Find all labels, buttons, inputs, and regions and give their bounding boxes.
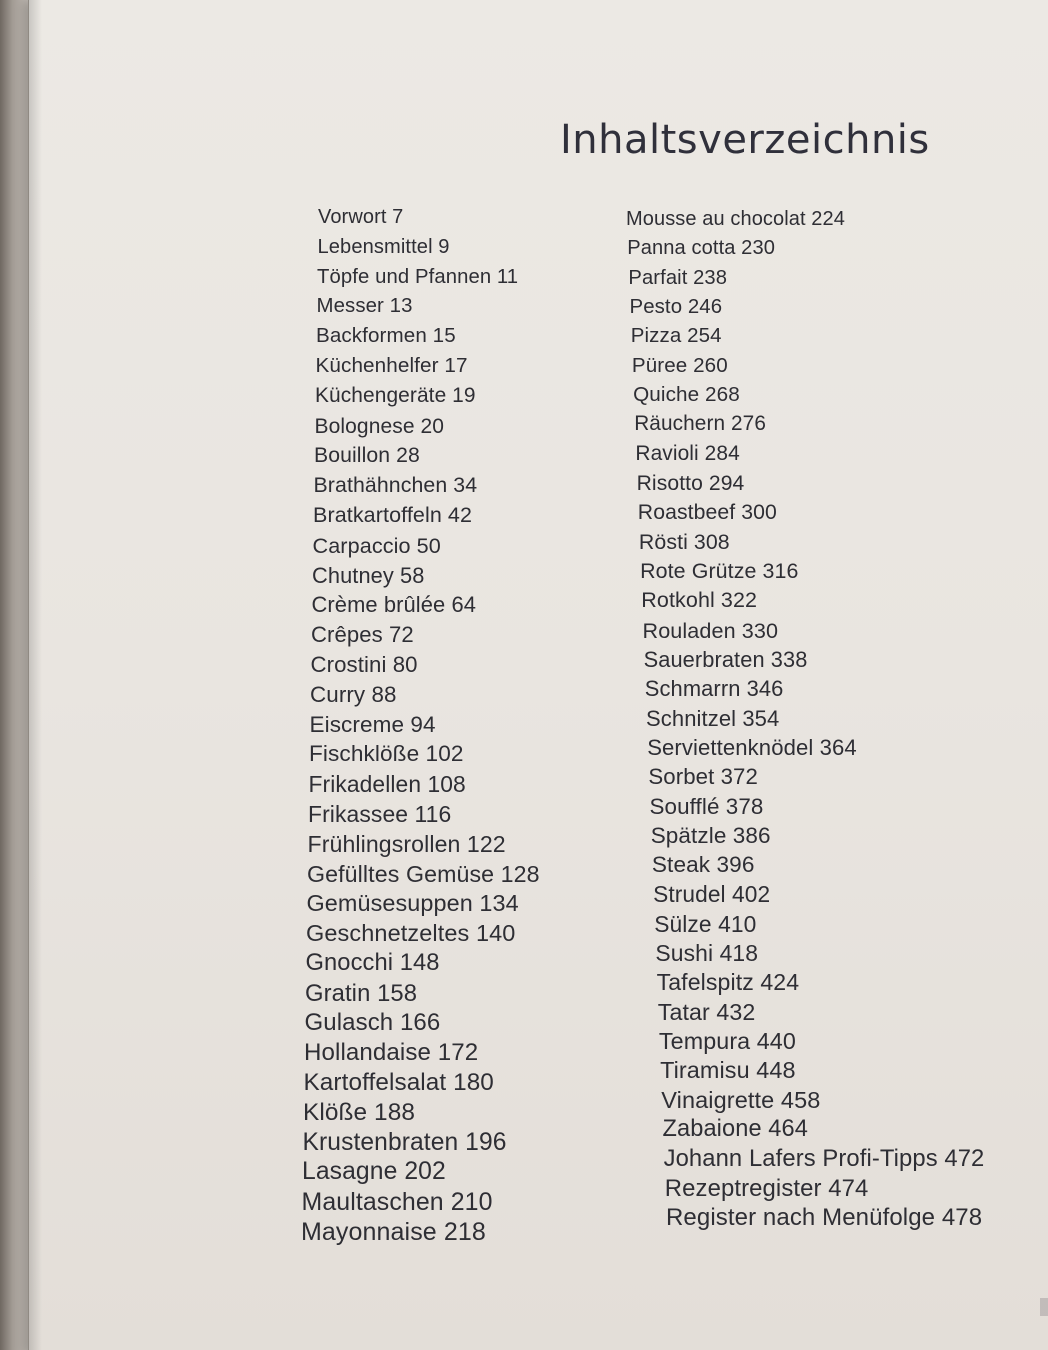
toc-entry-page-number: 172 [437, 1039, 479, 1067]
toc-entry [313, 502, 473, 527]
toc-entry-page-number: 166 [399, 1009, 441, 1037]
toc-entry-title: Rösti [638, 529, 688, 554]
toc-entry-page-number: 464 [768, 1116, 808, 1142]
toc-entry-title: Gefülltes Gemüse [307, 860, 495, 887]
toc-entry-title: Küchengeräte [315, 383, 447, 407]
toc-entry-title: Lasagne [302, 1158, 398, 1186]
toc-entry [314, 475, 478, 496]
toc-entry-page-number: 42 [447, 502, 473, 527]
toc-entry-title: Johann Lafers Profi-Tipps [663, 1145, 938, 1173]
toc-entry-title: Lebensmittel [317, 235, 433, 258]
toc-entry-page-number: 80 [392, 651, 418, 677]
toc-entry-title: Strudel [653, 881, 726, 908]
toc-entry-title: Rotkohl [641, 588, 715, 613]
toc-entry-title: Curry [310, 681, 366, 707]
toc-entry-page-number: 20 [420, 414, 445, 438]
toc-entry [631, 326, 722, 347]
toc-entry-page-number: 276 [730, 412, 766, 436]
toc-entry [638, 529, 730, 554]
toc-entry-page-number: 316 [762, 558, 799, 583]
toc-entry [647, 734, 857, 760]
toc-entry [307, 860, 540, 887]
toc-entry-title: Quiche [633, 382, 700, 406]
toc-entry-page-number: 478 [941, 1204, 983, 1231]
toc-entry-title: Crème brûlée [311, 592, 446, 618]
toc-entry-page-number: 19 [452, 383, 476, 407]
toc-entry-title: Parfait [628, 266, 688, 289]
toc-entry [637, 473, 745, 494]
toc-entry-page-number: 122 [466, 830, 506, 857]
toc-entry-title: Tafelspitz [656, 969, 754, 996]
toc-entry-title: Rote Grütze [640, 558, 757, 583]
toc-entry [649, 793, 764, 819]
toc-entry-title: Zabaione [662, 1116, 762, 1142]
toc-entry-page-number: 188 [374, 1098, 416, 1126]
toc-entry-title: Pesto [629, 296, 683, 318]
toc-entry-title: Tiramisu [660, 1057, 750, 1084]
toc-entry [316, 356, 468, 377]
toc-entry [666, 1206, 982, 1230]
page-corner-mark [1040, 1298, 1048, 1316]
toc-entry [657, 971, 800, 994]
toc-entry [660, 1059, 795, 1082]
toc-entry [317, 296, 413, 316]
toc-entry-page-number: 88 [371, 681, 397, 707]
toc-entry-title: Gulasch [304, 1009, 394, 1037]
toc-entry-page-number: 158 [377, 979, 418, 1007]
toc-entry-page-number: 134 [479, 890, 519, 917]
toc-entry-page-number: 294 [708, 471, 745, 495]
toc-entry-title: Vinaigrette [661, 1086, 775, 1113]
toc-entry-page-number: 260 [693, 353, 728, 377]
toc-entry [633, 382, 740, 406]
toc-entry-title: Pizza [630, 324, 682, 348]
toc-entry [627, 238, 775, 258]
toc-entry-page-number: 246 [687, 296, 723, 318]
toc-entry-title: Bouillon [314, 444, 391, 468]
toc-entry [657, 998, 756, 1025]
toc-entry-title: Vorwort [318, 206, 387, 228]
toc-entry-title: Gemüsesuppen [306, 890, 473, 917]
toc-entry-page-number: 210 [450, 1188, 493, 1217]
toc-entry-page-number: 128 [500, 860, 540, 887]
toc-entry-title: Sorbet [648, 764, 715, 790]
toc-entry-title: Geschnetzeltes [306, 920, 470, 947]
toc-entry-page-number: 418 [719, 940, 759, 967]
toc-entry [315, 416, 445, 437]
toc-entry-page-number: 308 [693, 529, 730, 554]
toc-entry-page-number: 440 [756, 1028, 796, 1055]
toc-entry [315, 383, 476, 407]
toc-entry-title: Tempura [658, 1028, 751, 1055]
toc-entry-title: Brathähnchen [313, 473, 448, 498]
toc-entry [652, 854, 755, 877]
toc-entry [307, 892, 519, 915]
toc-entry [310, 681, 397, 707]
toc-entry-title: Sauerbraten [643, 646, 765, 672]
toc-entry-title: Frühlingsrollen [307, 830, 461, 857]
toc-entry-page-number: 268 [705, 382, 740, 406]
toc-entry [318, 237, 450, 257]
toc-entry-title: Ravioli [635, 441, 699, 465]
toc-entry [311, 624, 414, 646]
toc-entry [302, 1190, 493, 1215]
toc-entry-page-number: 396 [716, 852, 755, 878]
toc-entry-title: Steak [651, 852, 711, 878]
toc-entry-page-number: 354 [742, 705, 780, 731]
toc-entry-title: Schnitzel [646, 705, 737, 731]
toc-entry [648, 766, 758, 788]
toc-entry-page-number: 218 [443, 1218, 486, 1246]
toc-entry [318, 207, 403, 227]
toc-entry-page-number: 72 [389, 622, 414, 648]
toc-entry-page-number: 238 [693, 266, 728, 289]
toc-entry-page-number: 9 [438, 235, 450, 258]
toc-entry-page-number: 402 [732, 881, 771, 908]
toc-entry-page-number: 17 [444, 354, 468, 377]
toc-entry-title: Gratin [305, 979, 371, 1007]
toc-entry [302, 1128, 507, 1156]
toc-entry-page-number: 224 [811, 208, 845, 230]
gutter-shadow [28, 0, 42, 1350]
toc-entry-title: Gnocchi [305, 949, 394, 976]
toc-entry-title: Küchenhelfer [315, 354, 439, 377]
toc-entry-title: Roastbeef [637, 501, 736, 525]
toc-entry-title: Tatar [657, 998, 710, 1025]
toc-entry [654, 910, 757, 937]
toc-entry [305, 1011, 441, 1035]
toc-entry [304, 1071, 494, 1095]
toc-entry-title: Risotto [636, 471, 703, 495]
toc-entry [661, 1086, 821, 1113]
toc-entry [634, 414, 766, 435]
toc-entry-title: Eiscreme [309, 711, 405, 737]
toc-entry [316, 326, 456, 347]
page-title: Inhaltsverzeichnis [560, 116, 930, 163]
toc-entry-title: Serviettenknödel [647, 734, 814, 760]
toc-entry-title: Sushi [655, 940, 714, 967]
toc-entry-page-number: 196 [465, 1128, 507, 1156]
toc-entry-title: Töpfe und Pfannen [317, 265, 492, 288]
toc-entry-page-number: 322 [720, 588, 758, 613]
toc-entry [309, 711, 436, 737]
toc-entry-page-number: 50 [416, 532, 441, 558]
toc-entry-page-number: 58 [399, 562, 425, 588]
toc-entry-page-number: 474 [828, 1174, 869, 1202]
toc-entry-title: Püree [631, 353, 688, 377]
toc-entry-page-number: 254 [687, 324, 722, 348]
toc-entry-page-number: 148 [399, 949, 440, 976]
toc-entry-title: Bratkartoffeln [313, 502, 442, 527]
toc-entry-page-number: 64 [451, 592, 477, 618]
toc-entry [664, 1147, 985, 1171]
toc-entry [642, 617, 779, 643]
toc-entry-title: Register nach Menüfolge [666, 1204, 936, 1231]
toc-entry-page-number: 202 [404, 1158, 446, 1186]
toc-entry-page-number: 34 [453, 473, 478, 498]
toc-entry [303, 1098, 416, 1126]
toc-entry-title: Rezeptregister [664, 1174, 822, 1202]
toc-entry-page-number: 13 [389, 295, 413, 318]
toc-entry-title: Carpaccio [312, 532, 411, 558]
toc-entry-page-number: 116 [414, 800, 452, 827]
toc-entry-title: Chutney [312, 562, 394, 588]
toc-entry [653, 883, 770, 906]
toc-entry-page-number: 432 [716, 998, 756, 1025]
toc-entry [302, 1160, 446, 1185]
toc-entry-title: Messer [316, 295, 384, 318]
toc-entry [307, 830, 506, 857]
toc-entry-page-number: 94 [410, 711, 436, 737]
toc-entry [638, 502, 777, 523]
toc-entry [628, 268, 727, 288]
toc-entry-page-number: 300 [741, 501, 777, 525]
toc-entry-title: Panna cotta [627, 237, 736, 260]
toc-entry [626, 209, 845, 229]
toc-entry-page-number: 346 [746, 676, 784, 702]
toc-entry [317, 267, 518, 287]
toc-entry [301, 1220, 486, 1245]
toc-entry-title: Schmarrn [644, 676, 741, 702]
toc-entry-page-number: 102 [425, 741, 464, 767]
toc-entry-title: Fischklöße [309, 741, 420, 767]
toc-entry [635, 441, 740, 465]
toc-entry [312, 562, 425, 588]
toc-entry-page-number: 180 [453, 1069, 494, 1096]
toc-entry [309, 743, 464, 766]
toc-entry-page-number: 11 [496, 265, 519, 288]
toc-entry-page-number: 364 [819, 734, 857, 760]
toc-entry-title: Klöße [303, 1098, 368, 1126]
toc-entry-page-number: 330 [741, 617, 779, 643]
toc-entry-page-number: 108 [427, 771, 466, 798]
toc-entry-title: Räuchern [634, 412, 726, 436]
toc-entry-title: Backformen [316, 324, 427, 348]
toc-entry-page-number: 458 [780, 1086, 821, 1113]
toc-entry [643, 646, 808, 672]
toc-entry-page-number: 372 [720, 764, 758, 790]
toc-entry-title: Crostini [310, 651, 387, 677]
toc-entry-page-number: 448 [756, 1057, 796, 1084]
toc-entry [312, 594, 477, 616]
toc-entry-page-number: 140 [475, 920, 516, 947]
toc-entry-page-number: 424 [760, 969, 800, 996]
toc-entry [664, 1174, 869, 1202]
toc-entry-page-number: 7 [392, 206, 404, 228]
toc-entry-page-number: 28 [396, 444, 420, 468]
toc-entry-title: Krustenbraten [302, 1128, 459, 1156]
toc-entry [631, 353, 728, 377]
toc-entry [650, 822, 771, 848]
toc-entry-page-number: 386 [732, 822, 771, 848]
toc-entry [309, 773, 466, 796]
toc-entry-title: Bolognese [314, 414, 415, 438]
toc-entry [304, 1041, 478, 1065]
toc-entry-title: Sülze [654, 910, 712, 937]
toc-entry-title: Frikadellen [308, 771, 422, 798]
toc-entry-title: Rouladen [642, 617, 736, 643]
toc-entry [663, 1118, 808, 1142]
toc-entry [310, 651, 418, 677]
toc-entry [655, 942, 758, 965]
toc-entry-page-number: 284 [704, 441, 740, 465]
toc-entry-title: Hollandaise [304, 1039, 432, 1067]
toc-entry-page-number: 378 [725, 793, 764, 819]
toc-entry-title: Crêpes [311, 622, 383, 648]
toc-entry [305, 979, 418, 1007]
toc-entry [308, 800, 452, 827]
toc-entry [646, 705, 780, 731]
toc-entry [305, 949, 440, 976]
toc-entry-title: Mousse au chocolat [626, 208, 806, 230]
toc-entry-title: Kartoffelsalat [303, 1069, 447, 1096]
toc-entry-title: Maultaschen [301, 1188, 444, 1217]
toc-entry-title: Spätzle [650, 822, 727, 848]
toc-entry [314, 445, 420, 466]
toc-entry-page-number: 338 [770, 646, 808, 672]
toc-entry [659, 1030, 796, 1053]
toc-entry [645, 678, 784, 700]
toc-entry-page-number: 472 [944, 1145, 985, 1173]
toc-entry-page-number: 410 [718, 910, 757, 937]
toc-entry [641, 590, 757, 612]
toc-entry-title: Soufflé [649, 793, 720, 819]
toc-entry [630, 297, 723, 317]
toc-entry [312, 532, 441, 558]
toc-entry-page-number: 230 [741, 237, 775, 260]
toc-entry [640, 558, 799, 583]
toc-entry-title: Mayonnaise [301, 1218, 437, 1246]
toc-entry-title: Frikassee [308, 800, 409, 827]
toc-entry-page-number: 15 [432, 324, 456, 348]
toc-entry [306, 922, 515, 946]
